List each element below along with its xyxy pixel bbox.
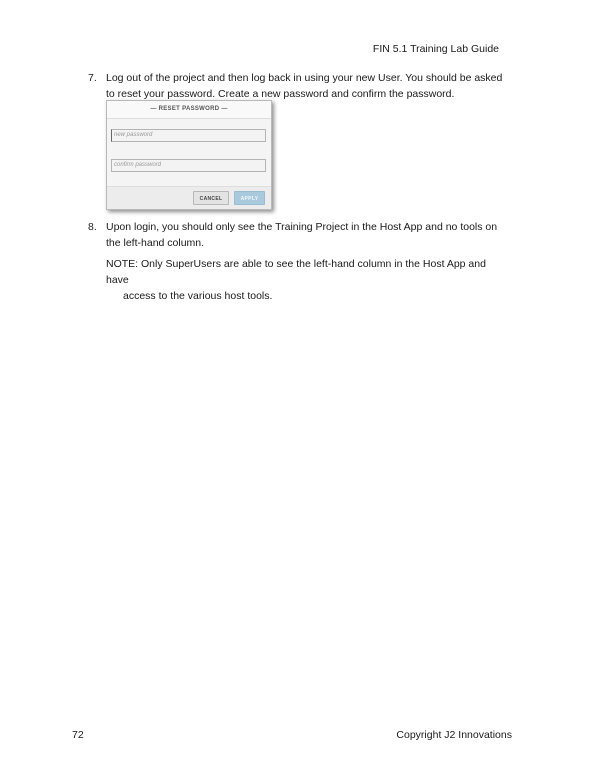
step-number: 7. [88, 72, 97, 84]
cancel-button[interactable]: CANCEL [193, 191, 229, 205]
dialog-footer [107, 186, 271, 209]
step-number: 8. [88, 221, 97, 233]
reset-password-dialog [106, 100, 272, 210]
copyright: Copyright J2 Innovations [396, 729, 512, 741]
confirm-password-input[interactable]: confirm password [111, 159, 266, 172]
note [106, 256, 506, 304]
step-text: Log out of the project and then log back in using your new User. You should be asked to reset your password. Create a new password and confirm the password. [106, 72, 503, 100]
step-8 [88, 219, 508, 251]
step-7 [88, 70, 508, 102]
header-title: FIN 5.1 Training Lab Guide [372, 43, 499, 55]
step-text: Upon login, you should only see the Training Project in the Host App and no tools on the left-hand column. [106, 221, 498, 249]
dialog-title: — RESET PASSWORD — [107, 101, 271, 119]
new-password-input[interactable]: new password [111, 129, 266, 142]
apply-button[interactable]: APPLY [234, 191, 265, 205]
note-line-1: NOTE: Only SuperUsers are able to see the left-hand column in the Host App and have [106, 258, 486, 286]
page-number: 72 [72, 729, 84, 741]
note-line-2: access to the various host tools. [123, 290, 273, 302]
